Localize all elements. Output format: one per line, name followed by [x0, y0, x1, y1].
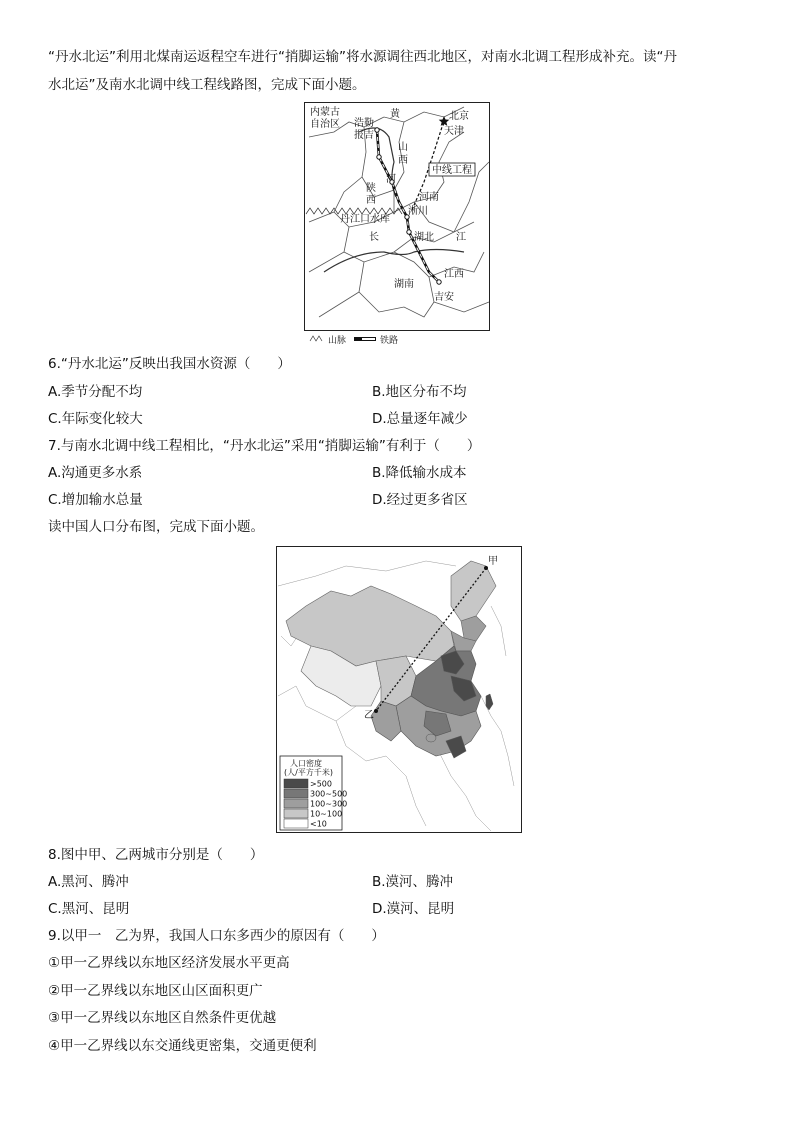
q9-statement-1[interactable]: ①甲一乙界线以东地区经济发展水平更高 — [48, 955, 290, 971]
label-yi: 乙 — [364, 710, 374, 721]
label-shaanxi-1: 陕 — [366, 183, 376, 194]
legend-title-1: 人口密度 — [290, 759, 322, 768]
label-xichuan: 淅川 — [408, 206, 428, 217]
legend-label-3: 10~100 — [310, 809, 343, 819]
map1-legend — [310, 334, 398, 346]
legend-label-2: 100~300 — [310, 799, 348, 809]
legend-label-1: 300~500 — [310, 789, 348, 799]
label-jian: 吉安 — [434, 292, 454, 303]
q8-option-c[interactable]: C.黑河、昆明 — [48, 901, 130, 917]
label-haolebaoji-2: 报吉 — [354, 130, 374, 141]
city-yi-point — [374, 709, 378, 713]
label-shanxi-2: 西 — [398, 155, 408, 166]
label-tianjin: 天津 — [444, 126, 464, 137]
q7-stem: 7.与南水北调中线工程相比，“丹水北运”采用“捎脚运输”有利于（ ） — [48, 438, 481, 454]
label-he: 河 — [386, 174, 396, 185]
population-legend — [280, 756, 347, 830]
legend-railway-label: 铁路 — [380, 336, 399, 346]
q9-statement-4[interactable]: ④甲一乙界线以东交通线更密集，交通更便利 — [48, 1038, 317, 1054]
population-density-map-svg — [276, 546, 522, 834]
legend-swatch-1 — [284, 789, 308, 798]
legend-mountain-label: 山脉 — [328, 336, 347, 346]
q9-statement-2[interactable]: ②甲一乙界线以东地区山区面积更广 — [48, 983, 263, 999]
q7-option-a[interactable]: A.沟通更多水系 — [48, 465, 143, 481]
legend-label-0: >500 — [310, 779, 332, 789]
label-jia: 甲 — [488, 556, 498, 567]
q7-option-c[interactable]: C.增加输水总量 — [48, 492, 143, 508]
q8-option-d[interactable]: D.漠河、昆明 — [372, 901, 455, 917]
label-jiangxi: 江西 — [444, 269, 464, 280]
label-hunan: 湖南 — [394, 279, 414, 290]
water-diversion-map — [304, 102, 490, 346]
label-beijing: 北京 — [449, 111, 469, 122]
label-jiang: 江 — [456, 232, 466, 243]
legend-swatch-2 — [284, 799, 308, 808]
legend-swatch-3 — [284, 809, 308, 818]
label-chang: 长 — [369, 232, 379, 243]
legend-swatch-0 — [284, 779, 308, 788]
q7-option-d[interactable]: D.经过更多省区 — [372, 492, 468, 508]
label-hubei: 湖北 — [414, 232, 434, 243]
legend-label-4: <10 — [310, 819, 327, 829]
label-huang: 黄 — [390, 109, 400, 120]
label-inner-mongolia-2: 自治区 — [310, 119, 340, 130]
intro-2: 读中国人口分布图，完成下面小题。 — [48, 519, 264, 535]
q6-option-a[interactable]: A.季节分配不均 — [48, 384, 143, 400]
q6-option-c[interactable]: C.年际变化较大 — [48, 411, 143, 427]
intro-line-2: 水北运”及南水北调中线工程线路图，完成下面小题。 — [48, 77, 366, 93]
label-shaanxi-2: 西 — [366, 195, 376, 206]
water-diversion-map-svg — [304, 102, 490, 346]
label-henan: 河南 — [419, 192, 439, 203]
label-haolebaoji-1: 浩勒 — [354, 118, 374, 129]
label-danjiangkou: 丹江口水库 — [340, 214, 390, 225]
region-hainan — [426, 734, 436, 742]
q8-option-a[interactable]: A.黑河、腾冲 — [48, 874, 129, 890]
legend-swatch-4 — [284, 819, 308, 828]
q6-option-b[interactable]: B.地区分布不均 — [372, 384, 467, 400]
label-inner-mongolia-1: 内蒙古 — [310, 107, 340, 118]
q9-stem: 9.以甲一 乙为界，我国人口东多西少的原因有（ ） — [48, 928, 385, 944]
q6-stem: 6.“丹水北运”反映出我国水资源（ ） — [48, 356, 291, 372]
label-shanxi-1: 山 — [398, 142, 408, 153]
q8-stem: 8.图中甲、乙两城市分别是（ ） — [48, 847, 264, 863]
q6-option-d[interactable]: D.总量逐年减少 — [372, 411, 468, 427]
intro-line-1: “丹水北运”利用北煤南运返程空车进行“捎脚运输”将水源调往西北地区，对南水北调工程形成补充。读“丹 — [48, 49, 677, 65]
mountain-legend-icon — [310, 336, 322, 341]
q9-statement-3[interactable]: ③甲一乙界线以东地区自然条件更优越 — [48, 1010, 277, 1026]
legend-title-2: (人/平方千米) — [284, 768, 333, 777]
q8-option-b[interactable]: B.漠河、腾冲 — [372, 874, 454, 890]
label-zhongxian: 中线工程 — [432, 165, 472, 176]
q7-option-b[interactable]: B.降低输水成本 — [372, 465, 467, 481]
population-density-map — [276, 546, 522, 834]
